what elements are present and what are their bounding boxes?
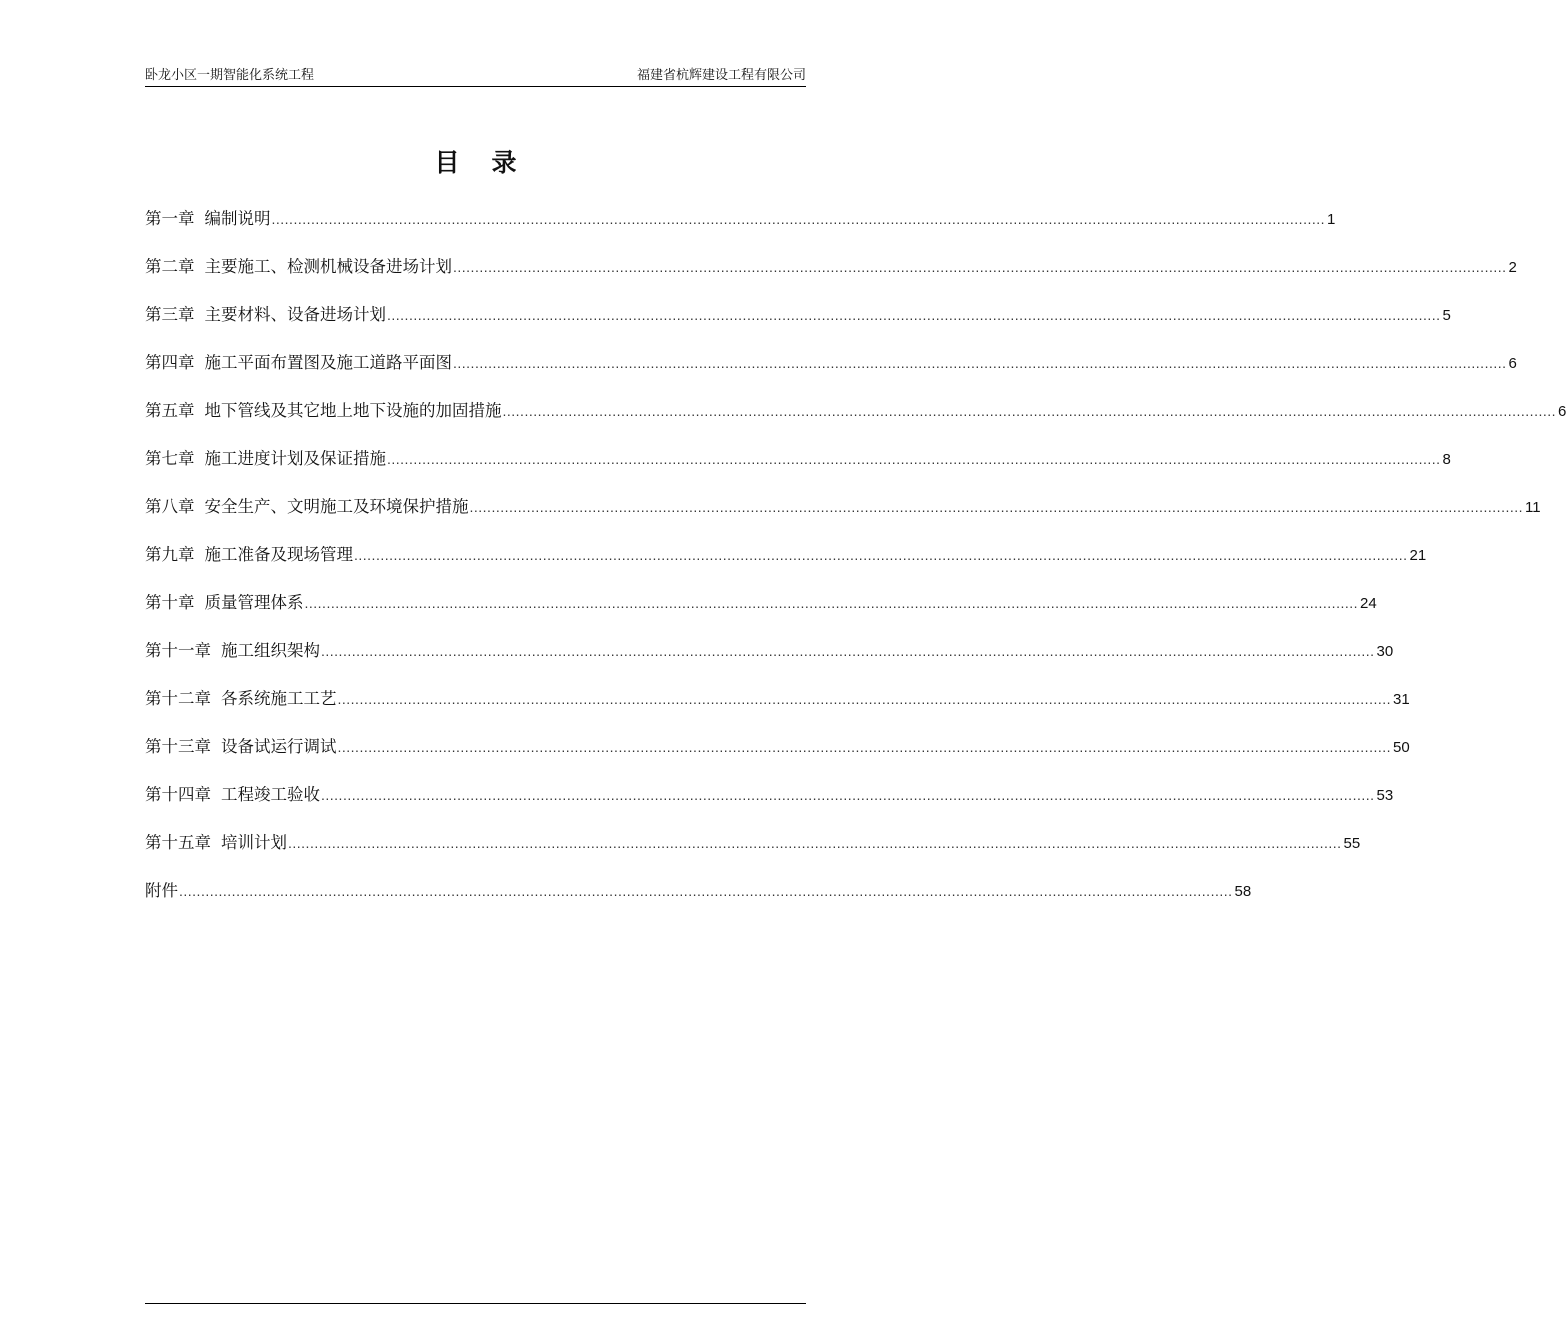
toc-leader-dots: ................................................................................................................................................................................................................................................ <box>337 691 1392 707</box>
toc-title: 目录 <box>434 148 549 177</box>
toc-leader-dots: ................................................................................................................................................................................................................................................ <box>337 739 1392 755</box>
toc-text: 工程竣工验收 <box>221 785 320 804</box>
toc-chapter: 第十三章 <box>145 737 211 756</box>
toc-leader-dots: ................................................................................................................................................................................................................................................ <box>453 355 1507 371</box>
toc-chapter: 第八章 <box>145 497 195 516</box>
toc-chapter: 第九章 <box>145 545 195 564</box>
toc-page-number: 1 <box>1327 211 1336 228</box>
toc-entry-8[interactable] <box>145 539 1427 587</box>
page-header <box>145 66 806 87</box>
toc-page-number: 5 <box>1442 307 1451 324</box>
toc-leader-dots: ................................................................................................................................................................................................................................................ <box>179 883 1233 899</box>
toc-chapter: 第十章 <box>145 593 195 612</box>
toc-text: 施工组织架构 <box>221 641 320 660</box>
toc-entry-12[interactable] <box>145 731 1410 779</box>
toc-entry-7[interactable] <box>145 491 1541 539</box>
toc-leader-dots: ................................................................................................................................................................................................................................................ <box>469 499 1524 515</box>
toc-chapter: 第七章 <box>145 449 195 468</box>
toc-leader-dots: ................................................................................................................................................................................................................................................ <box>387 451 1441 467</box>
toc-page-number: 21 <box>1409 547 1427 564</box>
toc-chapter: 第五章 <box>145 401 195 420</box>
toc-text: 各系统施工工艺 <box>221 689 337 708</box>
toc-leader-dots: ................................................................................................................................................................................................................................................ <box>321 643 1375 659</box>
toc-page-number: 24 <box>1360 595 1377 612</box>
toc-entry-14[interactable] <box>145 827 1361 875</box>
toc-leader-dots: ................................................................................................................................................................................................................................................ <box>304 595 1359 611</box>
toc-chapter: 第二章 <box>145 257 195 276</box>
toc-text: 编制说明 <box>204 209 271 228</box>
toc-chapter: 第十二章 <box>145 689 211 708</box>
toc-text: 安全生产、文明施工及环境保护措施 <box>204 497 469 516</box>
toc-page-number: 2 <box>1508 259 1517 276</box>
toc-text: 附件 <box>145 881 178 900</box>
toc-page-number: 6 <box>1558 403 1566 420</box>
toc-entry-11[interactable] <box>145 683 1410 731</box>
toc-page-number: 50 <box>1393 739 1410 756</box>
toc-page-number: 31 <box>1393 691 1410 708</box>
toc-entry-2[interactable] <box>145 251 1517 299</box>
toc-text: 施工平面布置图及施工道路平面图 <box>204 353 452 372</box>
toc-chapter: 第十四章 <box>145 785 211 804</box>
header-company-name: 福建省杭辉建设工程有限公司 <box>636 68 806 83</box>
toc-leader-dots: ................................................................................................................................................................................................................................................ <box>354 547 1408 563</box>
toc-chapter: 第十五章 <box>145 833 211 852</box>
header-project-name: 卧龙小区一期智能化系统工程 <box>145 68 315 83</box>
toc-entry-15[interactable] <box>145 875 1252 923</box>
toc-page-number: 55 <box>1343 835 1361 852</box>
toc-text: 质量管理体系 <box>204 593 304 612</box>
toc-entry-6[interactable] <box>145 443 1451 491</box>
toc-text: 地下管线及其它地上地下设施的加固措施 <box>204 401 502 420</box>
toc-entry-9[interactable] <box>145 587 1377 635</box>
toc-page-number: 53 <box>1376 787 1394 804</box>
toc-page-number: 8 <box>1442 451 1451 468</box>
toc-chapter: 第三章 <box>145 305 195 324</box>
toc-entry-10[interactable] <box>145 635 1394 683</box>
toc-page-number: 30 <box>1376 643 1394 660</box>
toc-entry-13[interactable] <box>145 779 1394 827</box>
toc-leader-dots: ................................................................................................................................................................................................................................................ <box>288 835 1342 851</box>
footer-divider <box>145 1303 806 1304</box>
toc-leader-dots: ................................................................................................................................................................................................................................................ <box>387 307 1441 323</box>
toc-text: 设备试运行调试 <box>221 737 337 756</box>
toc-page-number: 58 <box>1234 883 1252 900</box>
toc-page-number: 6 <box>1508 355 1517 372</box>
toc-entry-3[interactable] <box>145 299 1451 347</box>
toc-leader-dots: ................................................................................................................................................................................................................................................ <box>271 211 1326 227</box>
toc-leader-dots: ................................................................................................................................................................................................................................................ <box>502 403 1557 419</box>
toc-entry-1[interactable] <box>145 203 1336 251</box>
toc-text: 施工准备及现场管理 <box>204 545 353 564</box>
toc-page-number: 11 <box>1525 499 1541 516</box>
toc-entry-5[interactable] <box>145 395 1566 443</box>
toc-text: 主要施工、检测机械设备进场计划 <box>204 257 452 276</box>
toc-chapter: 第四章 <box>145 353 195 372</box>
toc-entry-4[interactable] <box>145 347 1517 395</box>
toc-text: 主要材料、设备进场计划 <box>204 305 386 324</box>
toc-text: 培训计划 <box>221 833 287 852</box>
toc-chapter: 第十一章 <box>145 641 211 660</box>
toc-leader-dots: ................................................................................................................................................................................................................................................ <box>321 787 1375 803</box>
toc-text: 施工进度计划及保证措施 <box>204 449 386 468</box>
toc-list <box>145 203 1566 923</box>
toc-chapter: 第一章 <box>145 209 195 228</box>
toc-leader-dots: ................................................................................................................................................................................................................................................ <box>453 259 1507 275</box>
